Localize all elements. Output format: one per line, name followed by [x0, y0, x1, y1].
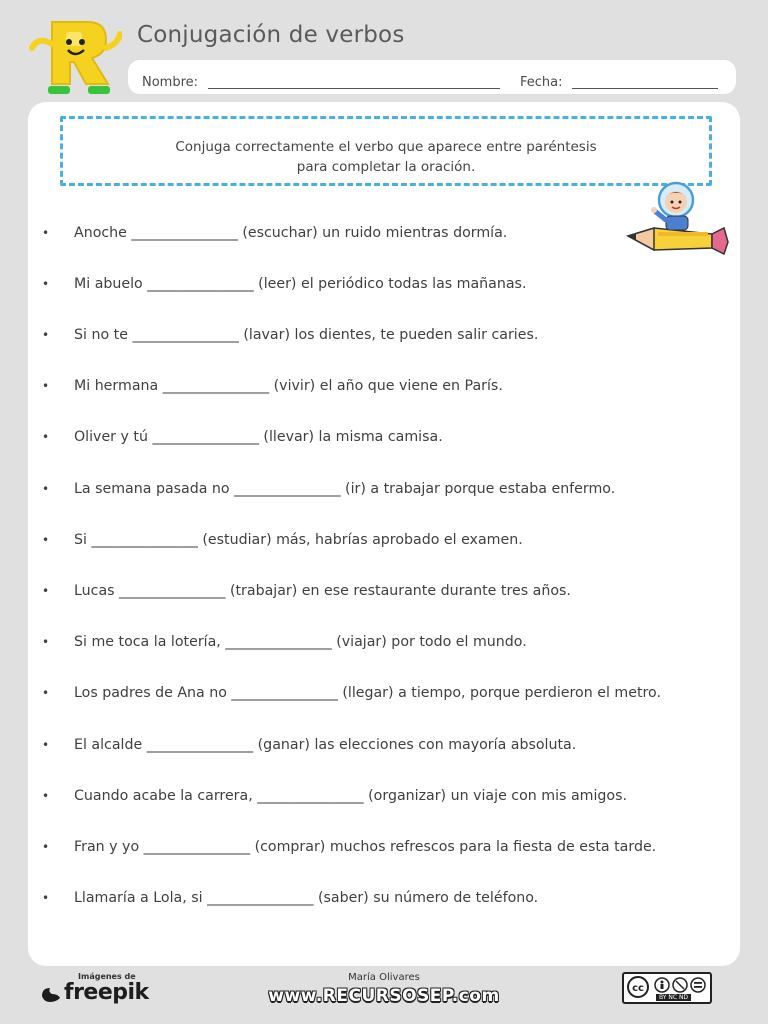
svg-text:cc: cc: [632, 983, 644, 994]
list-item: • Llamaría a Lola, si _______________ (saber) su número de teléfono.: [42, 890, 539, 906]
author-name: María Olivares: [348, 972, 420, 983]
sentence-text: (lavar) los dientes, te pueden salir caries.: [238, 327, 539, 343]
letter-r-mascot-logo-icon: [26, 14, 122, 98]
answer-blank[interactable]: _______________: [207, 890, 314, 906]
sentence-text: (trabajar) en ese restaurante durante tres años.: [225, 583, 571, 599]
answer-blank[interactable]: _______________: [119, 583, 226, 599]
answer-blank[interactable]: _______________: [152, 429, 259, 445]
sentence-text: (vivir) el año que viene en París.: [269, 378, 503, 394]
sentence-text: Cuando acabe la carrera,: [74, 788, 258, 804]
sentence-text: Los padres de Ana no: [74, 685, 232, 701]
date-field[interactable]: [572, 88, 718, 89]
answer-blank[interactable]: _______________: [234, 481, 341, 497]
footer: [0, 968, 768, 1024]
instructions-line-1: Conjuga correctamente el verbo que aparece entre paréntesis: [175, 139, 597, 155]
freepik-caption: Imágenes de: [78, 972, 136, 981]
sentence-text: (estudiar) más, habrías aprobado el examen.: [197, 532, 523, 548]
sentence-text: (ir) a trabajar porque estaba enfermo.: [340, 481, 616, 497]
sentence-text: (llegar) a tiempo, porque perdieron el metro.: [337, 685, 661, 701]
sentence-list: [28, 102, 740, 966]
answer-blank[interactable]: _______________: [231, 685, 338, 701]
list-item: • Los padres de Ana no _______________ (llegar) a tiempo, porque perdieron el metro.: [42, 685, 661, 701]
list-item: • Si _______________ (estudiar) más, habrías aprobado el examen.: [42, 532, 523, 548]
answer-blank[interactable]: _______________: [147, 276, 254, 292]
answer-blank[interactable]: _______________: [91, 532, 198, 548]
name-label: Nombre:: [142, 75, 199, 90]
list-item: • El alcalde _______________ (ganar) las elecciones con mayoría absoluta.: [42, 737, 577, 753]
sentence-text: (comprar) muchos refrescos para la fiesta de esta tarde.: [250, 839, 657, 855]
sentence-text: (organizar) un viaje con mis amigos.: [363, 788, 627, 804]
list-item: • Mi abuelo _______________ (leer) el periódico todas las mañanas.: [42, 276, 527, 292]
sentence-text: Mi hermana: [74, 378, 163, 394]
freepik-brand: freepik: [64, 980, 149, 1005]
sentence-text: La semana pasada no: [74, 481, 235, 497]
license-text: BY NC ND: [656, 994, 691, 1001]
answer-blank[interactable]: _______________: [225, 634, 332, 650]
instructions-line-2: para completar la oración.: [296, 159, 476, 175]
list-item: • Anoche _______________ (escuchar) un ruido mientras dormía.: [42, 225, 508, 241]
page-title: Conjugación de verbos: [137, 22, 405, 48]
list-item: • Si me toca la lotería, _______________ (viajar) por todo el mundo.: [42, 634, 527, 650]
list-item: • Mi hermana _______________ (vivir) el año que viene en París.: [42, 378, 503, 394]
website-link[interactable]: www.RECURSOSEP.com: [268, 986, 500, 1006]
sentence-text: (ganar) las elecciones con mayoría absoluta.: [253, 737, 577, 753]
sentence-text: (saber) su número de teléfono.: [313, 890, 539, 906]
sentence-text: Si: [74, 532, 92, 548]
sentence-text: (leer) el periódico todas las mañanas.: [253, 276, 527, 292]
list-item: • La semana pasada no _______________ (ir) a trabajar porque estaba enfermo.: [42, 481, 616, 497]
list-item: • Oliver y tú _______________ (llevar) la misma camisa.: [42, 429, 443, 445]
list-item: • Lucas _______________ (trabajar) en ese restaurante durante tres años.: [42, 583, 571, 599]
date-label: Fecha:: [520, 75, 563, 90]
sentence-text: (escuchar) un ruido mientras dormía.: [237, 225, 508, 241]
list-item: • Fran y yo _______________ (comprar) muchos refrescos para la fiesta de esta tarde.: [42, 839, 657, 855]
name-field[interactable]: [208, 88, 500, 89]
answer-blank[interactable]: _______________: [257, 788, 364, 804]
sentence-text: Mi abuelo: [74, 276, 148, 292]
sentence-text: (llevar) la misma camisa.: [258, 429, 443, 445]
sentence-text: Fran y yo: [74, 839, 144, 855]
answer-blank[interactable]: _______________: [131, 225, 238, 241]
list-item: • Si no te _______________ (lavar) los dientes, te pueden salir caries.: [42, 327, 539, 343]
sentence-text: Oliver y tú: [74, 429, 153, 445]
sentence-text: Si no te: [74, 327, 133, 343]
name-date-bar: [128, 60, 736, 94]
sentence-text: Llamaría a Lola, si: [74, 890, 208, 906]
sentence-text: Anoche: [74, 225, 132, 241]
sentence-text: El alcalde: [74, 737, 147, 753]
sentence-text: (viajar) por todo el mundo.: [331, 634, 527, 650]
sentence-text: Lucas: [74, 583, 120, 599]
worksheet-card: [28, 102, 740, 966]
answer-blank[interactable]: _______________: [146, 737, 254, 753]
sentence-text: Si me toca la lotería,: [74, 634, 226, 650]
list-item: • Cuando acabe la carrera, _______________ (organizar) un viaje con mis amigos.: [42, 788, 627, 804]
answer-blank[interactable]: _______________: [143, 839, 251, 855]
answer-blank[interactable]: _______________: [132, 327, 239, 343]
answer-blank[interactable]: _______________: [162, 378, 270, 394]
